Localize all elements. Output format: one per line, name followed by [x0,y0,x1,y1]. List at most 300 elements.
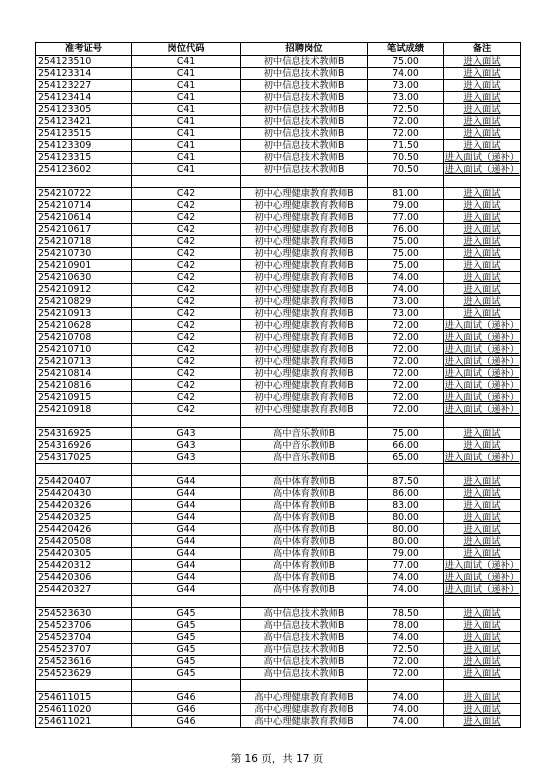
cell-post-code: C41 [132,140,241,152]
cell-exam-id: 254210617 [36,224,132,236]
cell-exam-id: 254123309 [36,140,132,152]
remark-text: 进入面试 [463,667,501,679]
cell-post-name: 初中心理健康教育教师B [241,308,368,320]
table-row [36,224,521,236]
table-row [36,536,521,548]
cell-post-name: 高中信息技术教师B [241,644,368,656]
cell-remark [444,368,521,380]
empty-cell [368,464,444,476]
group-separator-row [36,596,521,608]
cell-remark [444,296,521,308]
cell-post-code: G45 [132,644,241,656]
cell-score: 70.50 [368,152,444,164]
cell-post-code: C42 [132,392,241,404]
cell-score: 76.00 [368,224,444,236]
cell-exam-id: 254210714 [36,200,132,212]
cell-post-code: C41 [132,68,241,80]
table-row [36,356,521,368]
cell-exam-id: 254420326 [36,500,132,512]
table-row [36,716,521,728]
cell-post-code: G44 [132,560,241,572]
cell-remark [444,272,521,284]
cell-score: 72.00 [368,380,444,392]
empty-cell [368,680,444,692]
cell-remark [444,320,521,332]
cell-remark [444,260,521,272]
cell-remark [444,428,521,440]
cell-post-code: C41 [132,92,241,104]
cell-post-name: 初中心理健康教育教师B [241,272,368,284]
cell-score: 77.00 [368,560,444,572]
cell-post-code: G44 [132,488,241,500]
cell-remark [444,56,521,68]
table-row [36,200,521,212]
cell-remark [444,164,521,176]
cell-exam-id: 254317025 [36,452,132,464]
cell-remark [444,536,521,548]
cell-post-code: G45 [132,608,241,620]
remark-text: 进入面试 [463,223,501,235]
table-row [36,260,521,272]
cell-post-code: G46 [132,704,241,716]
cell-exam-id: 254210901 [36,260,132,272]
cell-exam-id: 254611020 [36,704,132,716]
cell-score: 74.00 [368,716,444,728]
cell-exam-id: 254210913 [36,308,132,320]
remark-text: 进入面试 [463,607,501,619]
cell-exam-id: 254420305 [36,548,132,560]
cell-remark [444,404,521,416]
cell-score: 78.00 [368,620,444,632]
table-row [36,668,521,680]
empty-cell [132,464,241,476]
remark-text: 进入面试 [463,475,501,487]
cell-post-code: G44 [132,476,241,488]
cell-exam-id: 254123315 [36,152,132,164]
cell-post-code: C42 [132,236,241,248]
cell-post-name: 高中体育教师B [241,476,368,488]
cell-exam-id: 254611021 [36,716,132,728]
cell-post-name: 初中心理健康教育教师B [241,332,368,344]
cell-remark [444,452,521,464]
cell-post-code: G45 [132,656,241,668]
cell-post-name: 初中信息技术教师B [241,80,368,92]
cell-post-code: C42 [132,212,241,224]
cell-score: 73.00 [368,92,444,104]
cell-score: 78.50 [368,608,444,620]
remark-text: 进入面试 [463,427,501,439]
empty-cell [132,176,241,188]
cell-score: 79.00 [368,200,444,212]
cell-post-code: G43 [132,428,241,440]
cell-remark [444,656,521,668]
table-row [36,272,521,284]
cell-remark [444,440,521,452]
cell-post-code: C42 [132,332,241,344]
cell-post-name: 高中音乐教师B [241,440,368,452]
remark-text: 进入面试 [463,487,501,499]
remark-text: 进入面试 [463,643,501,655]
table-row [36,152,521,164]
table-row [36,404,521,416]
cell-exam-id: 254210630 [36,272,132,284]
table-row [36,188,521,200]
empty-cell [241,416,368,428]
table-row [36,572,521,584]
cell-post-code: C42 [132,344,241,356]
cell-post-code: C42 [132,380,241,392]
cell-remark [444,668,521,680]
cell-exam-id: 254210829 [36,296,132,308]
empty-cell [36,416,132,428]
cell-post-code: C42 [132,356,241,368]
cell-post-name: 初中心理健康教育教师B [241,344,368,356]
table-row [36,704,521,716]
cell-score: 74.00 [368,284,444,296]
cell-remark [444,356,521,368]
remark-text: 进入面试 [463,67,501,79]
remark-text: 进入面试 [463,547,501,559]
table-row [36,140,521,152]
table-row [36,248,521,260]
cell-exam-id: 254210814 [36,368,132,380]
table-row [36,236,521,248]
results-sheet [35,42,520,728]
cell-score: 87.50 [368,476,444,488]
table-row [36,380,521,392]
cell-remark [444,188,521,200]
cell-exam-id: 254523616 [36,656,132,668]
cell-post-name: 初中心理健康教育教师B [241,392,368,404]
group-separator-row [36,176,521,188]
cell-remark [444,104,521,116]
cell-score: 72.00 [368,356,444,368]
cell-exam-id: 254316926 [36,440,132,452]
cell-post-name: 初中心理健康教育教师B [241,404,368,416]
remark-text: 进入面试 [463,691,501,703]
cell-exam-id: 254420508 [36,536,132,548]
cell-exam-id: 254210710 [36,344,132,356]
table-row [36,524,521,536]
remark-text: 进入面试（递补） [444,331,520,343]
cell-post-code: G45 [132,620,241,632]
cell-remark [444,140,521,152]
cell-post-name: 初中心理健康教育教师B [241,188,368,200]
cell-score: 73.00 [368,308,444,320]
cell-remark [444,524,521,536]
empty-cell [368,416,444,428]
cell-score: 72.00 [368,368,444,380]
cell-remark [444,284,521,296]
cell-post-code: G44 [132,584,241,596]
cell-score: 74.00 [368,68,444,80]
cell-post-name: 高中体育教师B [241,512,368,524]
empty-cell [36,680,132,692]
cell-post-name: 初中心理健康教育教师B [241,260,368,272]
remark-text: 进入面试 [463,703,501,715]
empty-cell [444,596,521,608]
cell-post-name: 初中心理健康教育教师B [241,284,368,296]
cell-post-code: C42 [132,368,241,380]
cell-post-name: 高中心理健康教育教师B [241,716,368,728]
table-row [36,320,521,332]
cell-score: 74.00 [368,632,444,644]
table-row [36,692,521,704]
table-row [36,296,521,308]
cell-score: 72.00 [368,320,444,332]
empty-cell [368,596,444,608]
cell-exam-id: 254420430 [36,488,132,500]
cell-exam-id: 254123314 [36,68,132,80]
empty-cell [241,680,368,692]
cell-remark [444,248,521,260]
cell-exam-id: 254523704 [36,632,132,644]
cell-post-name: 高中信息技术教师B [241,632,368,644]
cell-score: 75.00 [368,56,444,68]
cell-post-name: 初中心理健康教育教师B [241,200,368,212]
cell-remark [444,608,521,620]
cell-score: 74.00 [368,272,444,284]
table-row [36,56,521,68]
cell-post-code: G44 [132,500,241,512]
cell-post-code: C42 [132,272,241,284]
cell-remark [444,308,521,320]
cell-score: 73.00 [368,80,444,92]
empty-cell [36,176,132,188]
table-row [36,476,521,488]
table-row [36,164,521,176]
cell-exam-id: 254210730 [36,248,132,260]
cell-post-code: C41 [132,152,241,164]
remark-text: 进入面试 [463,187,501,199]
remark-text: 进入面试 [463,535,501,547]
cell-post-name: 初中心理健康教育教师B [241,356,368,368]
cell-score: 72.50 [368,644,444,656]
cell-post-name: 高中心理健康教育教师B [241,704,368,716]
cell-exam-id: 254123305 [36,104,132,116]
cell-exam-id: 254611015 [36,692,132,704]
cell-remark [444,236,521,248]
table-row [36,212,521,224]
cell-exam-id: 254123515 [36,128,132,140]
cell-post-name: 高中音乐教师B [241,452,368,464]
cell-score: 75.00 [368,248,444,260]
remark-text: 进入面试 [463,211,501,223]
cell-score: 72.00 [368,116,444,128]
cell-post-code: C42 [132,224,241,236]
remark-text: 进入面试（递补） [444,151,520,163]
table-row [36,344,521,356]
empty-cell [241,464,368,476]
table-row [36,452,521,464]
table-row [36,284,521,296]
cell-remark [444,704,521,716]
remark-text: 进入面试（递补） [444,403,520,415]
cell-exam-id: 254210628 [36,320,132,332]
cell-post-code: G43 [132,440,241,452]
cell-remark [444,80,521,92]
table-row [36,548,521,560]
cell-post-code: C42 [132,248,241,260]
remark-text: 进入面试 [463,307,501,319]
cell-post-name: 初中信息技术教师B [241,56,368,68]
cell-post-code: C41 [132,128,241,140]
remark-text: 进入面试 [463,619,501,631]
cell-remark [444,632,521,644]
remark-text: 进入面试 [463,103,501,115]
table-row [36,656,521,668]
table-row [36,116,521,128]
remark-text: 进入面试 [463,271,501,283]
cell-exam-id: 254123602 [36,164,132,176]
empty-cell [36,596,132,608]
cell-remark [444,68,521,80]
cell-exam-id: 254420327 [36,584,132,596]
table-row [36,392,521,404]
cell-post-code: C42 [132,308,241,320]
remark-text: 进入面试 [463,523,501,535]
table-row [36,632,521,644]
cell-remark [444,224,521,236]
remark-text: 进入面试 [463,259,501,271]
remark-text: 进入面试（递补） [444,163,520,175]
empty-cell [132,680,241,692]
remark-text: 进入面试 [463,91,501,103]
remark-text: 进入面试（递补） [444,451,520,463]
cell-score: 65.00 [368,452,444,464]
cell-remark [444,212,521,224]
cell-post-name: 高中信息技术教师B [241,620,368,632]
cell-post-code: C42 [132,404,241,416]
cell-exam-id: 254420325 [36,512,132,524]
cell-post-code: G45 [132,668,241,680]
cell-exam-id: 254210718 [36,236,132,248]
cell-exam-id: 254420306 [36,572,132,584]
cell-post-code: G45 [132,632,241,644]
remark-text: 进入面试（递补） [444,319,520,331]
cell-exam-id: 254210722 [36,188,132,200]
cell-score: 83.00 [368,500,444,512]
cell-remark [444,200,521,212]
remark-text: 进入面试（递补） [444,379,520,391]
cell-exam-id: 254210912 [36,284,132,296]
remark-text: 进入面试（递补） [444,559,520,571]
cell-post-name: 初中心理健康教育教师B [241,296,368,308]
results-table [35,42,521,728]
empty-cell [444,176,521,188]
cell-post-name: 高中心理健康教育教师B [241,692,368,704]
cell-post-name: 初中心理健康教育教师B [241,236,368,248]
empty-cell [368,176,444,188]
cell-remark [444,560,521,572]
table-row [36,488,521,500]
empty-cell [241,596,368,608]
cell-post-code: C42 [132,284,241,296]
cell-post-name: 初中信息技术教师B [241,92,368,104]
cell-exam-id: 254523706 [36,620,132,632]
cell-post-name: 初中心理健康教育教师B [241,224,368,236]
cell-score: 66.00 [368,440,444,452]
cell-remark [444,392,521,404]
cell-exam-id: 254523629 [36,668,132,680]
cell-post-name: 初中信息技术教师B [241,128,368,140]
table-row [36,308,521,320]
cell-score: 75.00 [368,260,444,272]
cell-score: 70.50 [368,164,444,176]
cell-post-code: C42 [132,260,241,272]
header-remark: 备注 [444,43,521,56]
cell-remark [444,380,521,392]
group-separator-row [36,680,521,692]
cell-post-name: 高中体育教师B [241,536,368,548]
empty-cell [36,464,132,476]
cell-exam-id: 254210614 [36,212,132,224]
table-row [36,512,521,524]
cell-exam-id: 254123510 [36,56,132,68]
cell-post-name: 高中体育教师B [241,560,368,572]
cell-remark [444,716,521,728]
empty-cell [444,416,521,428]
table-row [36,440,521,452]
cell-remark [444,488,521,500]
cell-post-code: G44 [132,524,241,536]
remark-text: 进入面试 [463,127,501,139]
cell-score: 80.00 [368,512,444,524]
cell-post-name: 高中体育教师B [241,572,368,584]
group-separator-row [36,416,521,428]
remark-text: 进入面试（递补） [444,571,520,583]
header-exam-id: 准考证号 [36,43,132,56]
cell-post-code: G44 [132,572,241,584]
cell-score: 72.00 [368,656,444,668]
empty-cell [132,416,241,428]
cell-post-name: 高中体育教师B [241,548,368,560]
cell-exam-id: 254210915 [36,392,132,404]
cell-post-name: 初中心理健康教育教师B [241,212,368,224]
remark-text: 进入面试 [463,655,501,667]
cell-remark [444,572,521,584]
table-row [36,428,521,440]
cell-remark [444,92,521,104]
group-separator-row [36,464,521,476]
cell-exam-id: 254210918 [36,404,132,416]
cell-post-name: 高中信息技术教师B [241,668,368,680]
cell-remark [444,128,521,140]
cell-post-code: G44 [132,536,241,548]
cell-score: 74.00 [368,704,444,716]
cell-post-code: C42 [132,296,241,308]
cell-score: 74.00 [368,572,444,584]
remark-text: 进入面试（递补） [444,391,520,403]
table-row [36,80,521,92]
cell-post-name: 高中体育教师B [241,500,368,512]
cell-post-name: 初中信息技术教师B [241,152,368,164]
cell-post-name: 初中心理健康教育教师B [241,380,368,392]
remark-text: 进入面试 [463,139,501,151]
cell-score: 86.00 [368,488,444,500]
cell-post-name: 高中信息技术教师B [241,608,368,620]
cell-score: 75.00 [368,236,444,248]
table-row [36,560,521,572]
cell-post-code: G43 [132,452,241,464]
empty-cell [444,464,521,476]
cell-post-name: 高中音乐教师B [241,428,368,440]
remark-text: 进入面试 [463,499,501,511]
cell-score: 74.00 [368,692,444,704]
cell-score: 72.00 [368,404,444,416]
cell-exam-id: 254123414 [36,92,132,104]
cell-post-code: G46 [132,716,241,728]
